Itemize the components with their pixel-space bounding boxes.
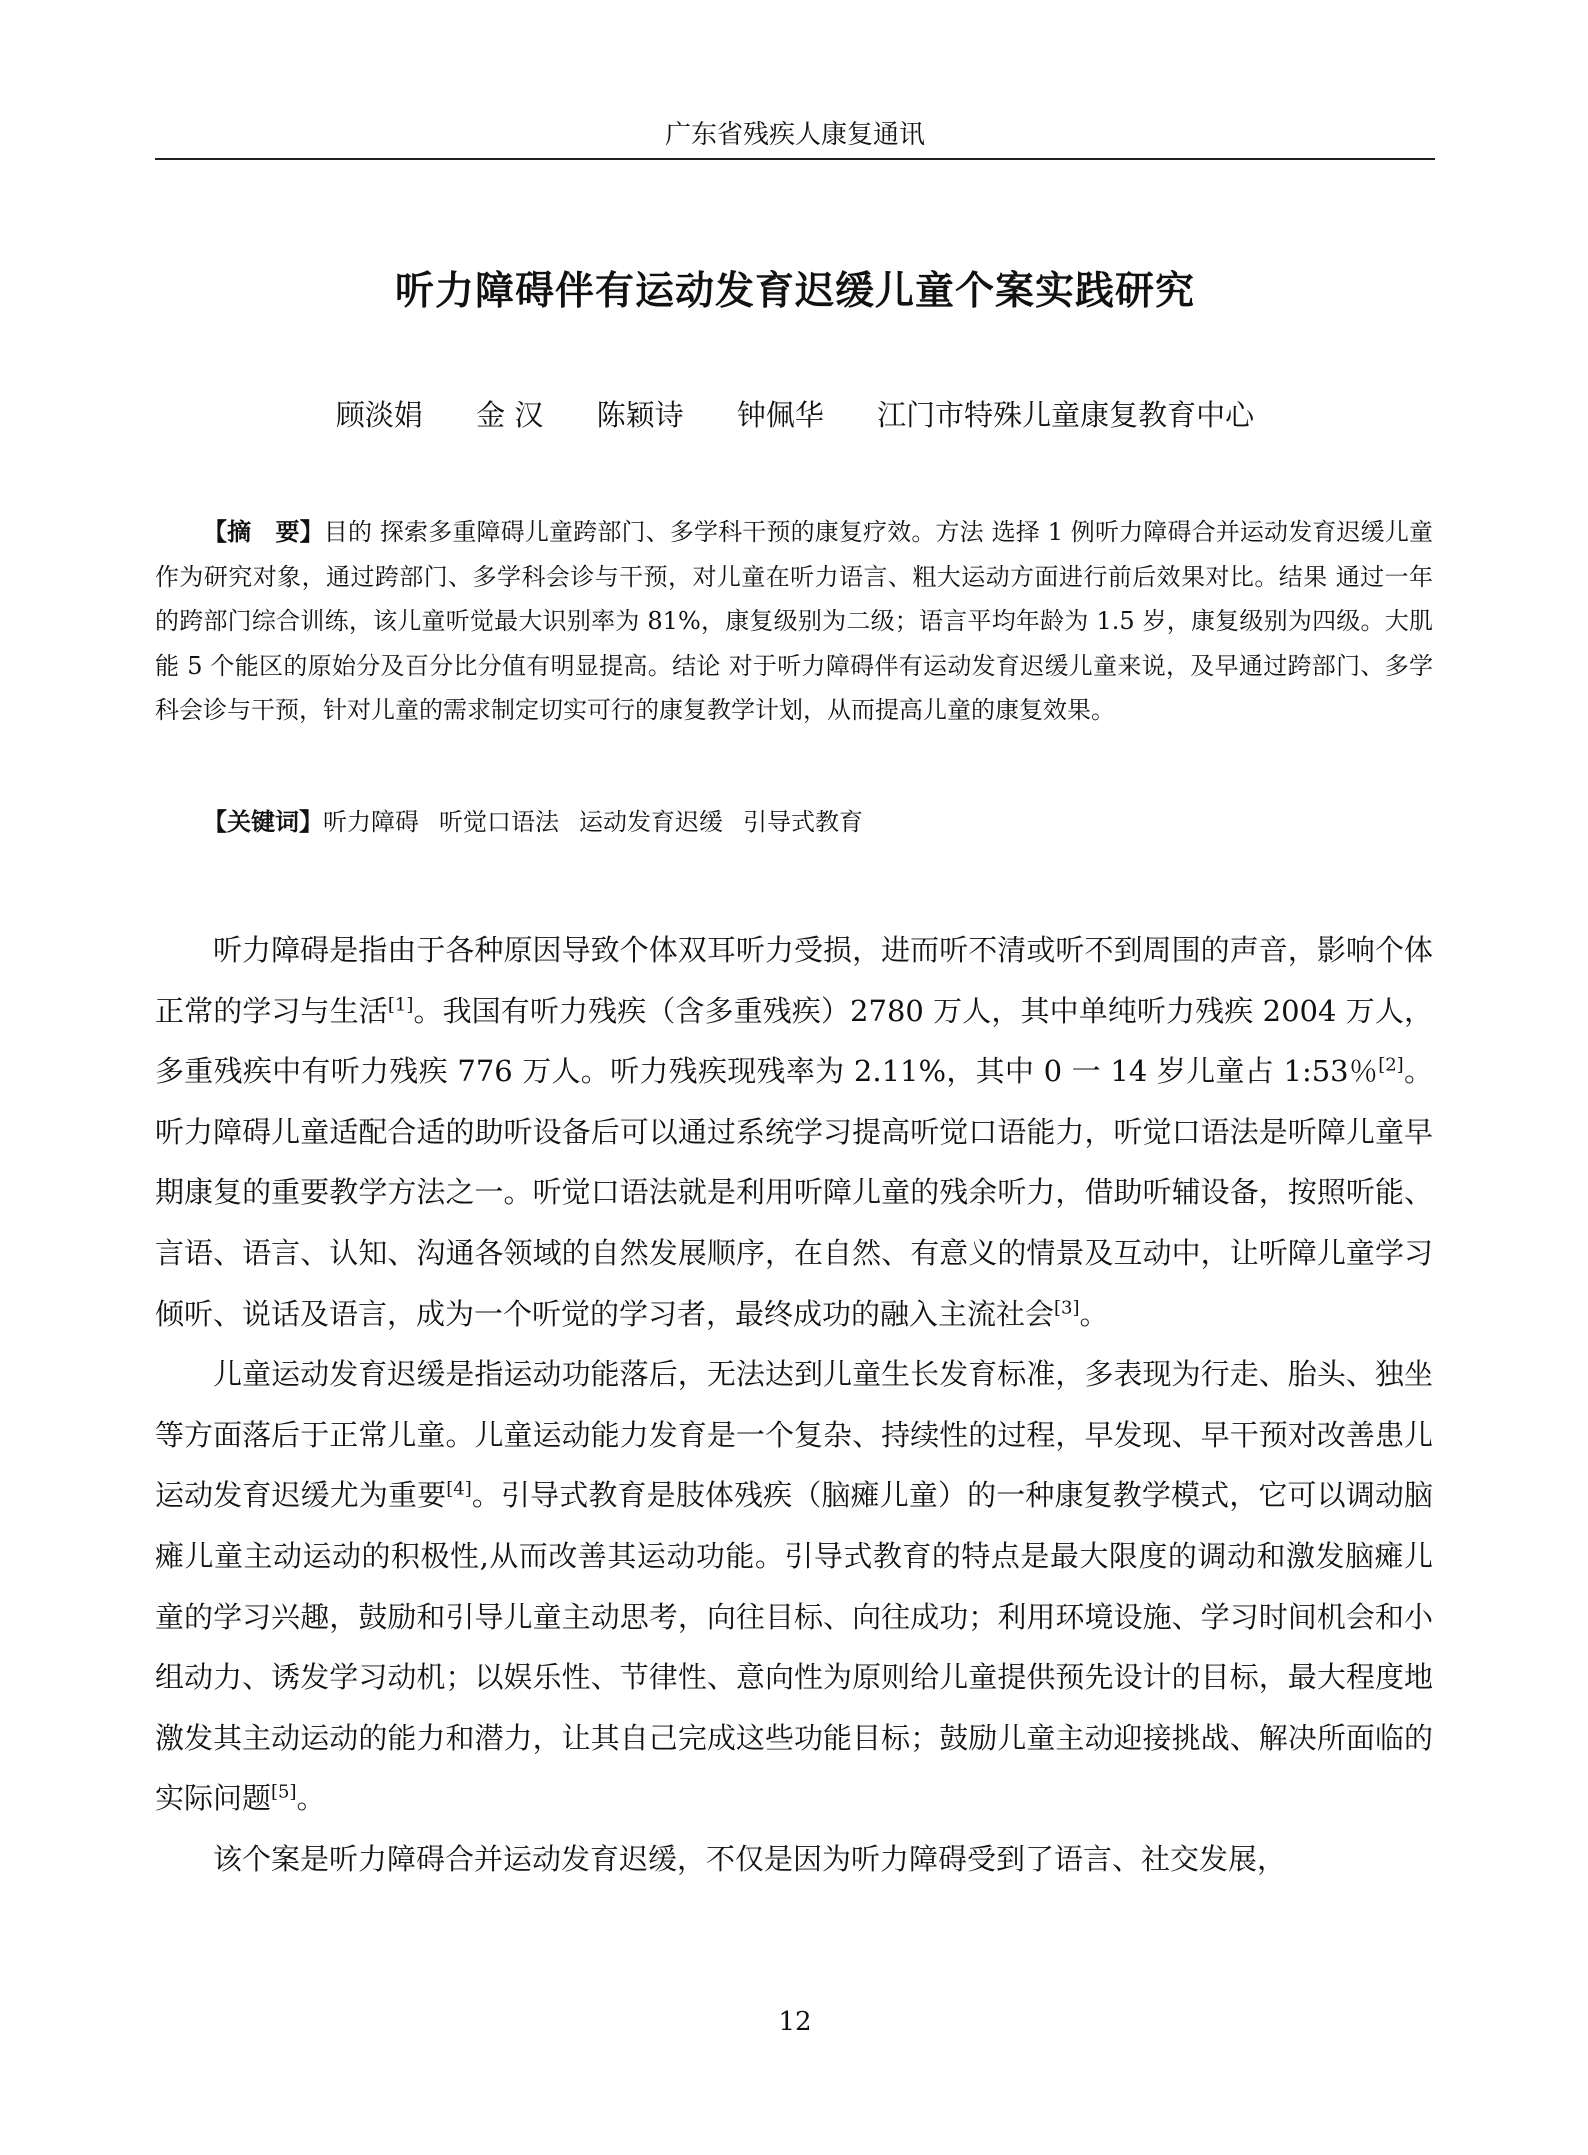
author-list: [155, 390, 1435, 440]
paper-title: 听力障碍伴有运动发育迟缓儿童个案实践研究: [394, 269, 1195, 314]
keyword: 运动发育迟缓: [579, 808, 723, 836]
author-3: 陈颖诗: [596, 398, 684, 432]
page-number: 12: [778, 2007, 812, 2037]
text-run: 。引导式教育是肢体残疾（脑瘫儿童）的一种康复教学模式，它可以调动脑瘫儿童主动运动的积极性,从而改善其运动功能。引导式教育的特点是最大限度的调动和激发脑瘫儿童的学习兴趣，鼓励和引导儿童主动思考，向往目标、向往成功；利用环境设施、学习时间机会和小组动力、诱发学习动机；以娱乐性、节律性、意向性为原则给儿童提供预先设计的目标，最大程度地激发其主动运动的能力和潜力，让其自己完成这些功能目标；鼓励儿童主动迎接挑战、解决所面临的实际问题: [155, 1478, 1433, 1816]
body-text: [155, 920, 1433, 1890]
author-1: 顾淡娟: [335, 398, 423, 432]
citation: [1]: [387, 993, 414, 1015]
header-rule: [155, 158, 1435, 160]
keywords-label: 【关键词】: [203, 807, 323, 836]
citation: [5]: [271, 1781, 297, 1803]
text-run: 。: [1079, 1296, 1109, 1331]
keyword: 听力障碍: [323, 808, 419, 836]
citation: [4]: [446, 1478, 472, 1500]
keywords: [155, 800, 1433, 844]
abstract: [155, 510, 1433, 733]
text-run: 听力障碍是指由于各种原因导致个体双耳听力受损，进而听不清或听不到周围的声音，影响个体正常的学习与生活: [155, 933, 1433, 1028]
text-run: 。听力障碍儿童适配合适的助听设备后可以通过系统学习提高听觉口语能力，听觉口语法是听障儿童早期康复的重要教学方法之一。听觉口语法就是利用听障儿童的残余听力，借助听辅设备，按照听能、言语、语言、认知、沟通各领域的自然发展顺序，在自然、有意义的情景及互动中，让听障儿童学习倾听、说话及语言，成为一个听觉的学习者，最终成功的融入主流社会: [155, 1054, 1433, 1331]
body-paragraph-3: 该个案是听力障碍合并运动发育迟缓，不仅是因为听力障碍受到了语言、社交发展，: [213, 1841, 1287, 1876]
author-4: 钟佩华: [736, 398, 824, 432]
citation: [2]: [1378, 1054, 1404, 1076]
abstract-text: 目的 探索多重障碍儿童跨部门、多学科干预的康复疗效。方法 选择 1 例听力障碍合并运动发育迟缓儿童作为研究对象，通过跨部门、多学科会诊与干预，对儿童在听力语言、粗大运动方面进行前后效果对比。结果 通过一年的跨部门综合训练，该儿童听觉最大识别率为 81%，康复级别为二级；语言平均年龄为 1.5 岁，康复级别为四级。大肌能 5 个能区的原始分及百分比分值有明显提高。结论 对于听力障碍伴有运动发育迟缓儿童来说，及早通过跨部门、多学科会诊与干预，针对儿童的需求制定切实可行的康复教学计划，从而提高儿童的康复效果。: [155, 518, 1433, 724]
affiliation: 江门市特殊儿童康复教育中心: [877, 398, 1255, 432]
running-header: 广东省残疾人康复通讯: [664, 120, 925, 150]
body-paragraph-2: [155, 1344, 1433, 1829]
citation: [3]: [1054, 1296, 1080, 1318]
keyword: 引导式教育: [743, 808, 863, 836]
text-run: 。我国有听力残疾（含多重残疾）2780 万人，其中单纯听力残疾 2004 万人，多重残疾中有听力残疾 776 万人。听力残疾现残率为 2.11%，其中 0 一 14 岁儿童占 1:53％: [155, 993, 1433, 1089]
body-paragraph-1: [155, 920, 1433, 1344]
abstract-label: 【摘 要】: [203, 517, 324, 546]
keyword: 听觉口语法: [439, 808, 559, 836]
author-2: 金 汉: [476, 398, 544, 432]
text-run: 儿童运动发育迟缓是指运动功能落后，无法达到儿童生长发育标准，多表现为行走、胎头、独坐等方面落后于正常儿童。儿童运动能力发育是一个复杂、持续性的过程，早发现、早干预对改善患儿运动发育迟缓尤为重要: [155, 1357, 1433, 1513]
text-run: 。: [296, 1781, 326, 1816]
